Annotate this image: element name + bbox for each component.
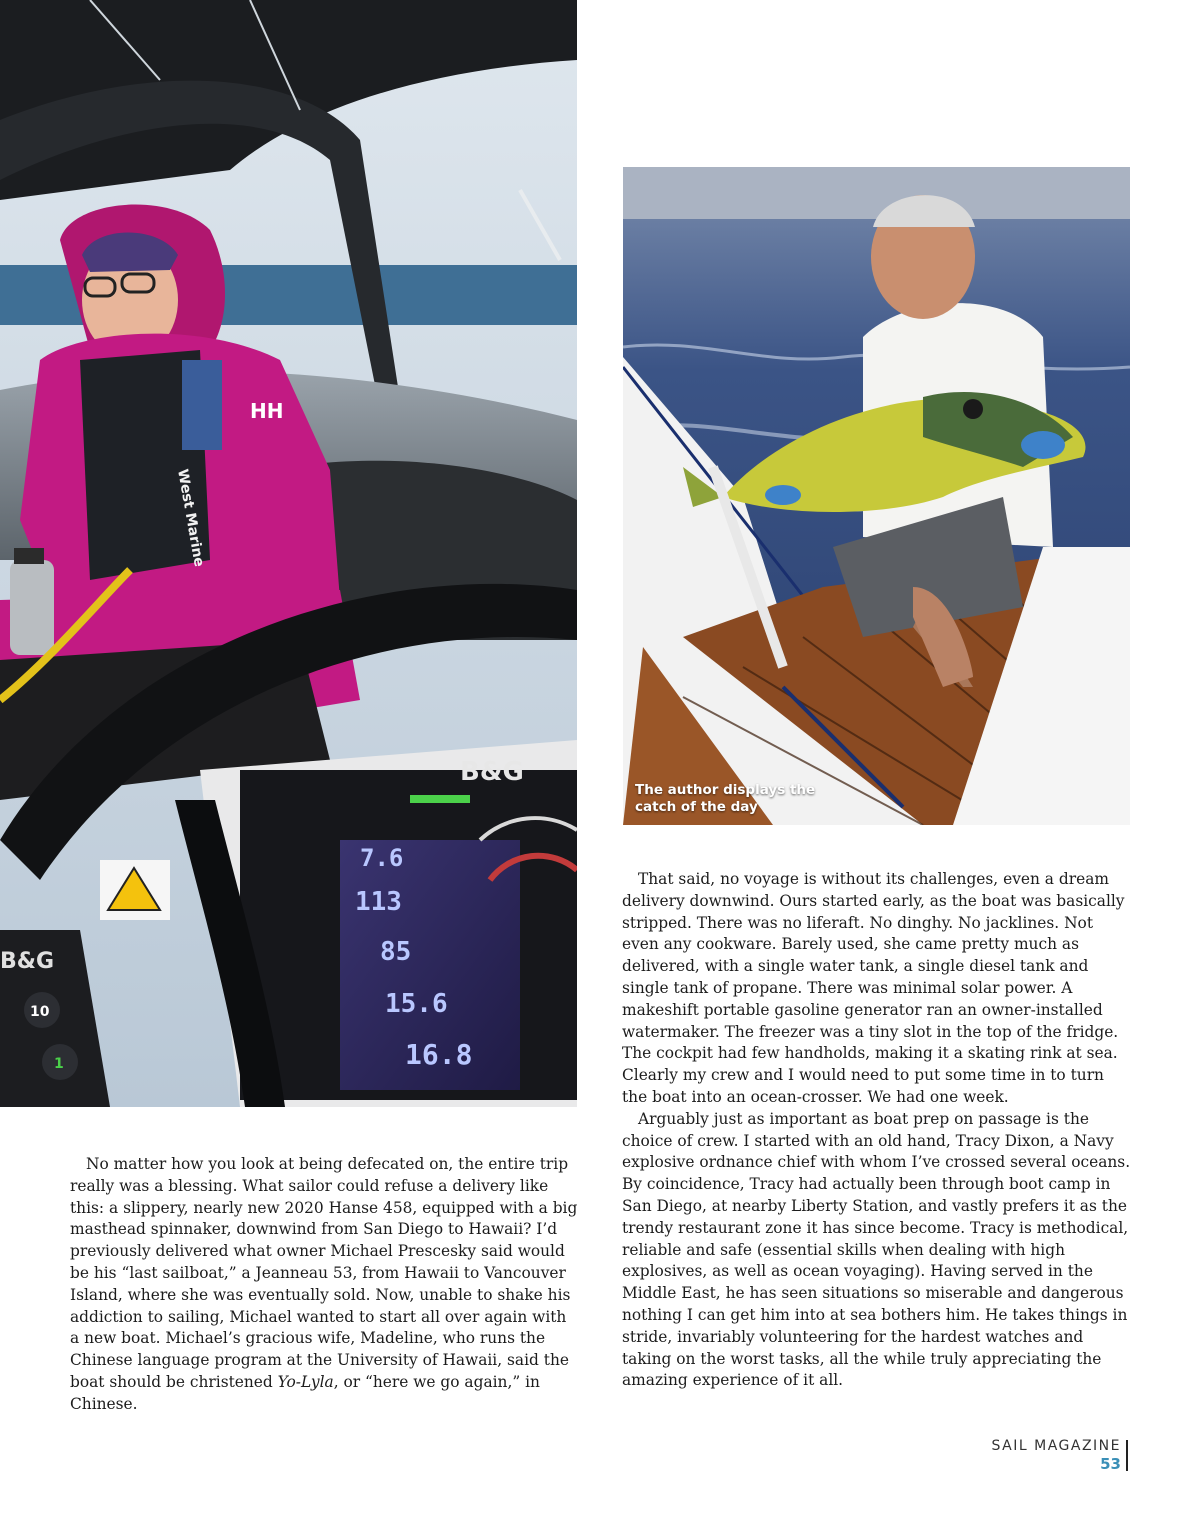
page-number: 53 <box>1100 1455 1121 1473</box>
readout-true-wind: 16.8 <box>405 1038 473 1071</box>
photo-caption: The author displays the catch of the day <box>635 782 816 815</box>
left-text-column <box>70 1154 578 1416</box>
keypad-key-10: 10 <box>30 1004 50 1020</box>
readout-heading: 113 <box>355 887 402 917</box>
keypad-brand-text: B&G <box>0 949 55 974</box>
paragraph: Arguably just as important as boat prep on passage is the choice of crew. I started with an old hand, Tracy Dixon, a Navy explosive ordnance chief with whom I’ve crossed several oceans. By coincidence, Tracy had actually been through boot camp in San Diego, at nearby Liberty Station, and vastly prefers it as the trendy restaurant zone it has since become. Tracy is methodical, reliable and safe (essential skills when dealing with high explosives, as well as ocean voyaging). Having served in the Middle East, he has seen situations so miserable and dangerous nothing I can get him into at sea bothers him. He takes things in stride, invariably volunteering for the hardest watches and taking on the worst tasks, all the while truly appreciating the amazing experience of it all. <box>622 1109 1131 1390</box>
cockpit-photo <box>0 0 577 1107</box>
paragraph-text: , or “here we go again,” in Chinese. <box>70 1372 540 1413</box>
readout-wind-speed: 15.6 <box>385 989 448 1019</box>
paragraph <box>70 1154 578 1416</box>
magazine-name: SAIL MAGAZINE <box>991 1438 1121 1454</box>
readout-angle: 85 <box>380 937 412 967</box>
keypad-key-1: 1 <box>54 1056 64 1072</box>
bg-brand-text: B&G <box>460 757 524 787</box>
right-text-column <box>622 869 1132 1392</box>
vest-brand-text: West Marine <box>174 467 207 569</box>
paragraph: That said, no voyage is without its challenges, even a dream delivery downwind. Ours started early, as the boat was basically stripped. There was no liferaft. No dinghy. No jacklines. Not even any cookware. Barely used, she came pretty much as delivered, with a single water tank, a single diesel tank and single tank of propane. There was minimal solar power. A makeshift portable gasoline generator ran an owner-installed watermaker. The freezer was a tiny slot in the top of the fridge. The cockpit had few handholds, making it a skating rink at sea. Clearly my crew and I would need to put some time in to turn the boat into an ocean-crosser. We had one week. <box>622 870 1125 1106</box>
paragraph-text: No matter how you look at being defecated on, the entire trip really was a blessing. What sailor could refuse a delivery like this: a slippery, nearly new 2020 Hanse 458, equipped with a big masthead spinnaker, downwind from San Diego to Hawaii? I’d previously delivered what owner Michael Prescesky said would be his “last sailboat,” a Jeanneau 53, from Hawaii to Vancouver Island, where she was eventually sold. Now, unable to shake his addiction to sailing, Michael wanted to start all over again with a new boat. Michael’s gracious wife, Madeline, who runs the Chinese language program at the University of Hawaii, said the boat should be christened <box>70 1155 578 1391</box>
readout-boat-speed: 7.6 <box>360 844 404 872</box>
folio-divider <box>1126 1440 1128 1471</box>
boat-name: Yo-Lyla <box>277 1372 334 1391</box>
hh-logo-text: HH <box>250 399 284 423</box>
fish-catch-photo <box>623 167 1130 825</box>
